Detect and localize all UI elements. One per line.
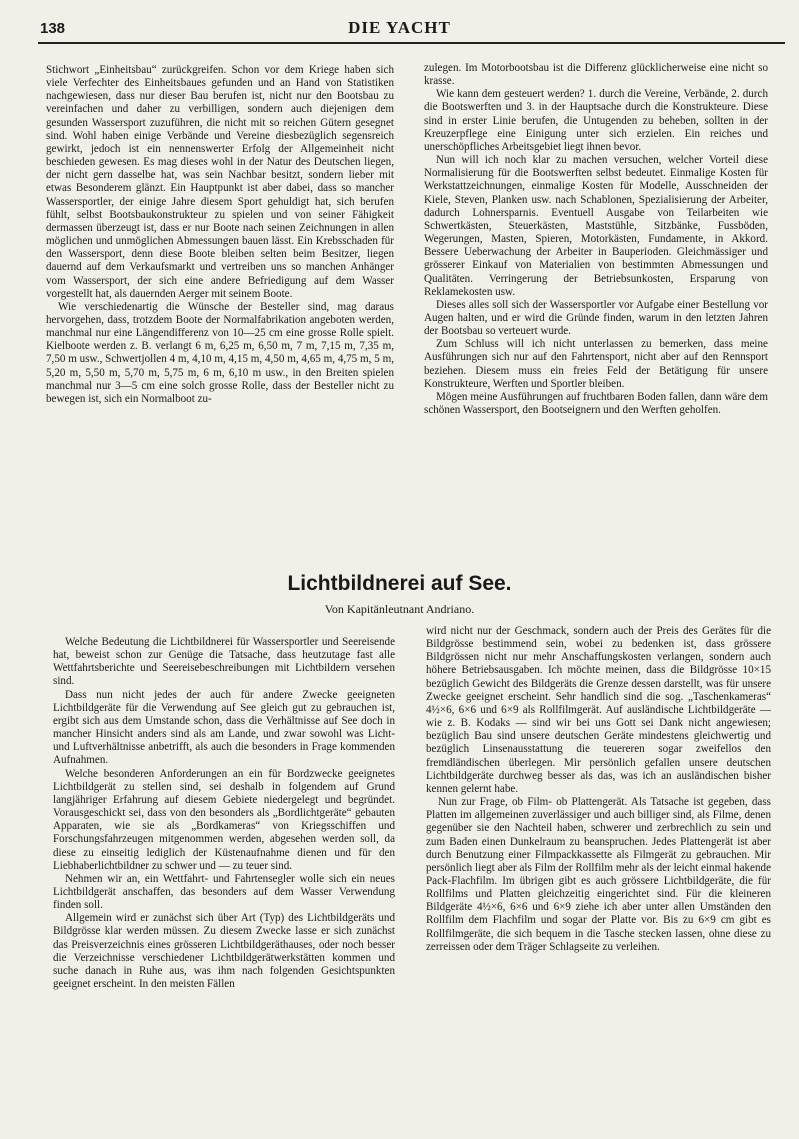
article2-right-column [426, 625, 771, 954]
article-title: Lichtbildnerei auf See. [287, 572, 512, 595]
paragraph: Welche besonderen Anforderungen an ein für Bordzwecke geeignetes Lichtbildgerät zu stellen sind, sei deshalb in folgendem auf Grund langjähriger Erfahrung auf diesem Gebiete niedergelegt und begründet. Vorausgeschickt sei, dass von den besonders als „Bordlichtgeräte“ gebauten Apparaten, wie sie als „Bordkameras“ von Kriegsschiffen und Forschungsfahrzeugen mitgenommen werden, abgesehen werden soll, da diese zu einseitig lediglich der Küstenaufnahme dienen und für den Liebhaberlichtbildner zu schwer und — zu teuer sind. [53, 767, 395, 872]
paragraph: Mögen meine Ausführungen auf fruchtbaren Boden fallen, dann wäre dem schönen Wassersport, den Bootseignern und den Werften geholfen. [424, 390, 768, 417]
article-byline: Von Kapitänleutnant Andriano. [324, 602, 475, 616]
paragraph: Wie kann dem gesteuert werden? 1. durch die Vereine, Verbände, 2. durch die Bootswerften und 3. in der Hauptsache durch die Konstrukteure. Diese sind in erster Linie berufen, die Untugenden zu beheben, sollten in der Kreuzerpflege eine Einigung unter sich erzielen. Ein reiches und unerschöpfliches Arbeitsgebiet liegt ihnen bevor. [424, 88, 768, 153]
paragraph: Dieses alles soll sich der Wassersportler vor Aufgabe einer Bestellung vor Augen halten, und er wird die Gründe finden, warum in den letzten Jahren der Bootsbau so verteuert wurde. [424, 298, 768, 338]
article1-right-column [424, 62, 768, 417]
paragraph: Nehmen wir an, ein Wettfahrt- und Fahrtensegler wolle sich ein neues Lichtbildgerät anschaffen, das besonders auf dem Wasser Verwendung finden soll. [53, 872, 395, 912]
paragraph: Nun will ich noch klar zu machen versuchen, welcher Vorteil diese Normalisierung für die Bootswerften selbst bedeutet. Einmalige Kosten für Werkstattzeichnungen, einmalige Kosten für Modelle, Ausschneiden der Kiele, Steven, Planken usw. nach Schablonen, Spezialisierung der Arbeiter, dadurch Lohnersparnis. Eventuell Ausgabe von Teilarbeiten wie Schwertkästen, Steuerkästen, Maststühle, Sitzbänke, Fussböden, Wegerungen, Masten, Spieren, Motorkästen, Fundamente, in Akkord. Bessere Ueberwachung der Arbeiter in Bauperioden. Gleichmässiger und grösserer Einkauf von Materialien von bestimmten Abmessungen und Qualitäten. Verringerung der Betriebsunkosten, Ersparung von Reklamekosten usw. [424, 154, 768, 298]
paragraph: Nun zur Frage, ob Film- ob Plattengerät. Als Tatsache ist gegeben, dass Platten im allgemeinen zuverlässiger und auch billiger sind, als Filme, denen gegenüber sie den Nachteil haben, schwerer und zerbrechlich zu sein und zum Baden einen Dunkelraum zu beanspruchen. Jedes Plattengerät ist aber durch Benutzung einer Filmpackkassette als Filmgerät zu gebrauchen. Mir persönlich liegt aber als Film der Rollfilm mehr als der leicht einmal hakende Pack-Flachfilm. Im übrigen gibt es auch grössere Lichtbildgeräte, die für Rollfilms und Platten gleichzeitig eingerichtet sind. Für die kleineren Bildgeräte 4½×6, 6×6 und 6×9 ziehe ich aber unter allen Umständen den Rollfilm dem Flachfilm und sogar der Platte vor. Bis zu 6×9 cm gibt es Rollfilmgeräte, die sich bequem in die Tasche stecken lassen, ohne diese zu zerreissen oder dem Träger Schlagseite zu verleihen. [426, 796, 771, 953]
article2-left-column [53, 636, 395, 991]
article1-left-column [46, 64, 394, 406]
paragraph: Welche Bedeutung die Lichtbildnerei für Wassersportler und Seereisende hat, beweist schon zur Genüge die Tatsache, dass heutzutage fast alle Wettfahrtsberichte und Seereisebeschreibungen mit Lichtbildern versehen sind. [53, 636, 395, 688]
paragraph: Wie verschiedenartig die Wünsche der Besteller sind, mag daraus hervorgehen, dass, trotzdem Boote der Normalfabrikation angeboten werden, manchmal nur eine Längendifferenz von 10—25 cm eine grosse Rolle spielt. Kielboote werden z. B. verlangt 6 m, 6,25 m, 6,50 m, 7 m, 7,15 m, 7,35 m, 7,50 m usw., Schwertjollen 4 m, 4,10 m, 4,15 m, 4,50 m, 4,65 m, 4,75 m, 5 m, 5,20 m, 5,50 m, 5,70 m, 5,75 m, 6 m, 6,10 m usw., in den Breiten spielen manchmal nur 3—5 cm eine solch grosse Rolle, dass der Besteller nicht zu bewegen ist, sich ein Normalboot zu- [46, 300, 394, 405]
running-title: DIE YACHT [348, 18, 451, 37]
paragraph: zulegen. Im Motorbootsbau ist die Differenz glücklicherweise eine nicht so krasse. [424, 62, 768, 88]
paragraph: Stichwort „Einheitsbau“ zurückgreifen. Schon vor dem Kriege haben sich viele Verfechter des Einheitsbaues gefunden und an Hand von Statistiken nachgewiesen, dass nur dieser Bau berufen ist, nicht nur den Bootsbau zu vereinfachen und daher zu verbilligen, sondern auch diejenigen dem gesunden Wassersport zuzuführen, die nicht mit so reichen Gütern gesegnet sind. Wohl haben einige Verbände und Vereine diesbezüglich segensreich gewirkt, jedoch ist ein nennenswerter Erfolg der Allgemeinheit nicht beschieden gewesen. Es mag dieses wohl in der Natur des Deutschen liegen, der nicht gern dasselbe hat, was sein Nachbar besitzt, sondern lieber mit etwas Besonderem glänzt. Ein Hauptpunkt ist aber dabei, dass so mancher Wassersportler, der einige Jahre diesem Sport gehuldigt hat, sich berufen fühlt, selbst Bootsbaukonstrukteur zu spielen und von seiner Fähigkeit dermassen überzeugt ist, dass er nur Boote nach seinen Zeichnungen in allen möglichen und unmöglichen Abmessungen bauen lässt. Ein Krebsschaden für den Wassersport, denn diese Boote bleiben selten beim Besitzer, liegen dauernd auf dem Verkaufsmarkt und vertreiben uns so manchen Anhänger vom Wassersport, der sich eine andere Befriedigung auf dem Wasser vorgestellt hat, als dauernden Aerger mit seinem Boote. [46, 64, 394, 300]
paragraph: Dass nun nicht jedes der auch für andere Zwecke geeigneten Lichtbildgeräte für die Verwendung auf See gleich gut zu gebrauchen ist, ergibt sich aus dem Umstande schon, dass die Verhältnisse auf See doch in mancher Hinsicht anders sind als am Lande, und zwar sowohl was Licht- und Luftverhältnisse anbetrifft, als auch die besonders in Frage kommenden Aufnahmen. [53, 688, 395, 767]
header-rule [38, 42, 785, 44]
paragraph: Zum Schluss will ich nicht unterlassen zu bemerken, dass meine Ausführungen sich nur auf den Fahrtensport, nicht aber auf den Rennsport beziehen. Diesem muss ein freies Feld der Betätigung für unsere Konstrukteure, Werften und Sportler bleiben. [424, 338, 768, 390]
page-number: 138 [40, 20, 66, 37]
paragraph: Allgemein wird er zunächst sich über Art (Typ) des Lichtbildgeräts und Bildgrösse klar werden müssen. Zu diesem Zwecke lasse er sich zunächst das Preisverzeichnis eines grösseren Lichtbildgeräthauses, oder noch besser die Verzeichnisse verschiedener Lichtbildgerätwerkstätten kommen und suche danach in Ruhe aus, was ihm nach folgenden Gesichtspunkten geeignet erscheint. In den meisten Fällen [53, 912, 395, 991]
paragraph: wird nicht nur der Geschmack, sondern auch der Preis des Gerätes für die Bildgrösse bestimmend sein, wobei zu bedenken ist, dass grössere Bildgrössen nicht nur mehr Anschaffungskosten verlangen, sondern auch höhere Betriebsausgaben. Ich möchte meinen, dass die Bildgrösse 10×15 bezüglich Gewicht des Bildgeräts die Grenze dessen darstellt, was für unsere Zwecke geeignet erscheint. Sehr handlich sind die sog. „Taschenkameras“ 4½×6, 6×6 und 6×9 als Rollfilmgerät. Auf ausländische Lichtbildgeräte — wie z. B. Kodaks — sind wir bei uns Gott sei Dank nicht angewiesen; bezüglich Bau sind unsere deutschen Geräte mindestens gleichwertig und bezüglich Linsenausstattung die teuereren sogar zweifellos den fremdländischen überlegen. Mir persönlich gefallen unsere deutschen Lichtbildgeräte durchweg besser als das, was ich an ausländischen bisher kennen gelernt habe. [426, 625, 771, 795]
